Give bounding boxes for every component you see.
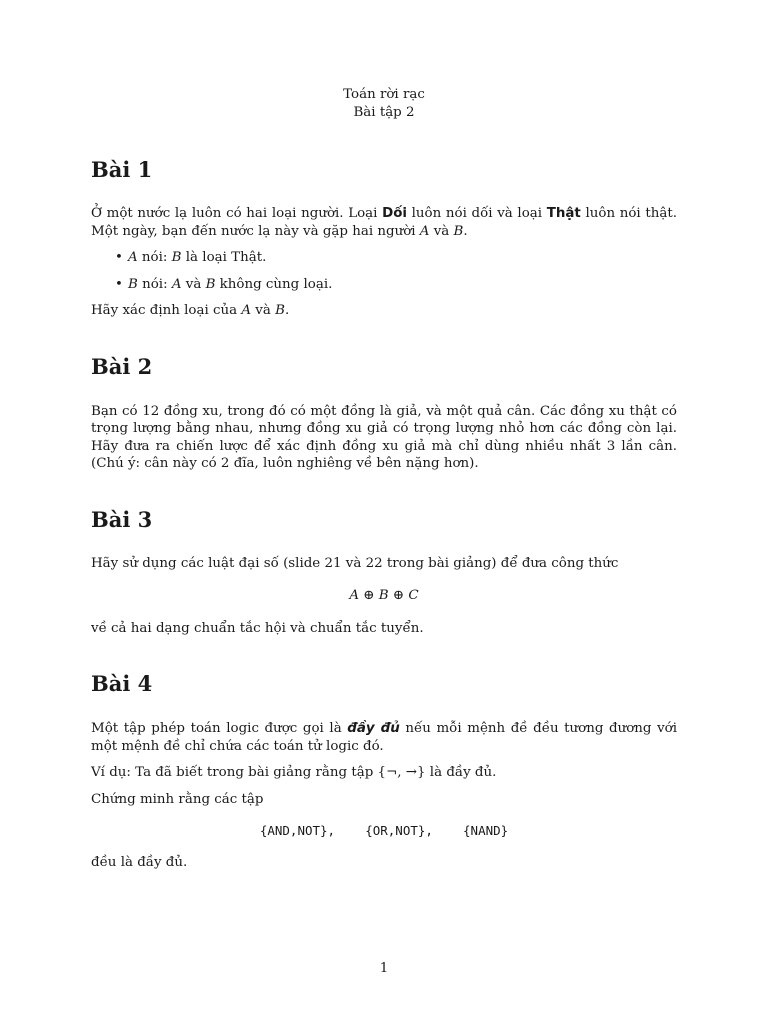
section-title-bai2: Bài 2 (91, 353, 153, 379)
bai1-paragraph (91, 205, 677, 240)
bai3-formula: A ⊕ B ⊕ C (349, 588, 419, 603)
text-run: và (429, 223, 454, 239)
bai4-definition (91, 720, 677, 755)
text-run: Ở một nước lạ luôn có hai loại người. Loại (91, 206, 383, 221)
var-a: A (128, 250, 138, 265)
text-run: và (251, 303, 276, 318)
bai3-outro: về cả hai dạng chuẩn tắc hội và chuẩn tắc tuyển. (91, 620, 424, 636)
var-b: B (275, 303, 285, 318)
text-run: Hãy xác định loại của (91, 303, 242, 318)
var-b: B (453, 223, 464, 239)
text-run: nói: (137, 250, 172, 265)
bullet-icon: • (115, 250, 123, 265)
bai4-prove-intro: Chứng minh rằng các tập (91, 791, 264, 807)
bai1-statements-list (91, 249, 677, 293)
list-item (91, 276, 677, 294)
term-liar: Dối (382, 206, 407, 221)
var-b: B (171, 250, 182, 265)
section-title-bai3: Bài 3 (91, 506, 153, 532)
text-run: luôn nói thật. Một ngày, bạn đến nước lạ này và gặp hai người (91, 206, 677, 239)
text-run: Một tập phép toán logic được gọi là (91, 721, 348, 736)
text-run: luôn nói dối và loại (406, 206, 547, 221)
term-complete: đầy đủ (347, 721, 400, 736)
set-and-not: {AND,NOT}, (259, 823, 336, 838)
text-run: là loại Thật. (181, 250, 267, 265)
bai4-operator-sets (91, 822, 677, 840)
var-b: B (128, 276, 138, 292)
var-a: A (241, 303, 252, 318)
text-run: nói: (137, 276, 172, 292)
document-header (91, 86, 677, 121)
bai3-intro: Hãy sử dụng các luật đại số (slide 21 và 22 trong bài giảng) để đưa công thức (91, 555, 619, 571)
text-run: . (284, 303, 290, 318)
document-page (91, 86, 677, 871)
set-nand: {NAND} (463, 823, 509, 838)
var-a: A (419, 223, 430, 239)
text-run: và (181, 276, 206, 292)
text-run: không cùng loại. (215, 276, 333, 292)
page-number: 1 (379, 961, 389, 976)
course-title: Toán rời rạc (343, 87, 425, 102)
bullet-icon: • (115, 276, 123, 292)
var-a: A (171, 276, 182, 292)
text-run: nếu mỗi mệnh đề đều tương đương với một mệnh đề chỉ chứa các toán tử logic đó. (91, 721, 677, 754)
text-run: . (463, 223, 468, 239)
assignment-title: Bài tập 2 (353, 104, 415, 120)
section-title-bai4: Bài 4 (91, 671, 153, 696)
var-b: B (205, 276, 216, 292)
bai4-example: Ví dụ: Ta đã biết trong bài giảng rằng tập {¬, →} là đầy đủ. (91, 765, 497, 780)
section-title-bai1: Bài 1 (91, 157, 153, 182)
list-item (91, 249, 677, 267)
bai1-question (91, 302, 677, 320)
bai2-paragraph: Bạn có 12 đồng xu, trong đó có một đồng là giả, và một quả cân. Các đồng xu thật có trọng lượng bằng nhau, nhưng đồng xu giả có trọng lượng nhỏ hơn các đồng còn lại. Hãy đưa ra chiến lược để xác định đồng xu giả mà chỉ dùng nhiều nhất 3 lần cân. (Chú ý: cân này có 2 đĩa, luôn nghiêng về bên nặng hơn). (91, 403, 677, 471)
set-or-not: {OR,NOT}, (365, 823, 433, 838)
term-truth: Thật (546, 206, 581, 221)
bai4-conclusion: đều là đầy đủ. (91, 854, 188, 870)
